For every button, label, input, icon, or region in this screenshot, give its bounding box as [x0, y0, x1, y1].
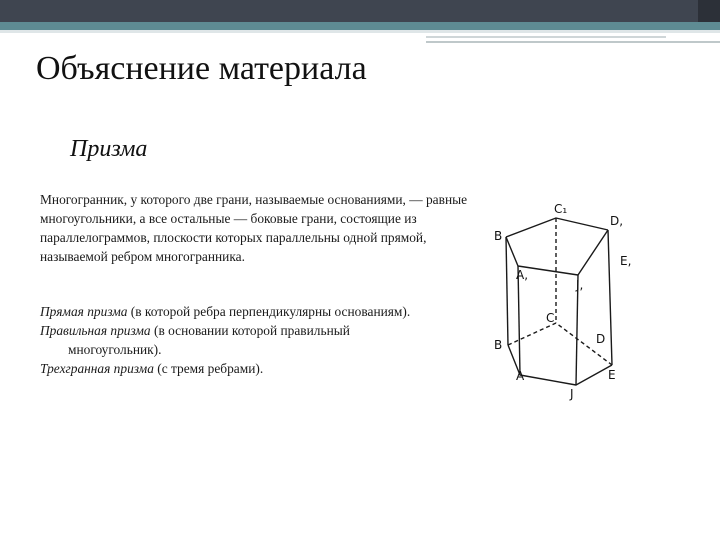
label-a1: A,	[516, 268, 529, 282]
top-bar	[0, 0, 720, 22]
header-rule-light	[0, 30, 720, 33]
type-term: Трехгранная призма	[40, 361, 154, 376]
type-item-right	[40, 302, 440, 321]
label-e1: E,	[620, 254, 632, 268]
type-desc: (в основании которой правильный многоугольник).	[68, 323, 350, 357]
top-bar-accent	[698, 0, 720, 22]
label-c: C	[546, 311, 555, 325]
type-desc: (в которой ребра перпендикулярны основаниям).	[127, 304, 411, 319]
slide-title: Объяснение материала	[36, 50, 367, 87]
type-term: Правильная призма	[40, 323, 151, 338]
label-j: J	[570, 387, 574, 401]
edge-b	[506, 237, 508, 345]
label-b1: B	[494, 229, 503, 243]
slide-subtitle: Призма	[70, 136, 148, 162]
edge-a	[518, 266, 520, 375]
label-j1: J,	[576, 278, 584, 292]
prism-types-list	[40, 302, 440, 378]
label-e: E	[608, 368, 616, 382]
label-c1: C₁	[554, 202, 568, 216]
label-d: D	[596, 332, 606, 346]
title-rule-1	[426, 36, 666, 38]
label-d1: D,	[610, 214, 624, 228]
header-rule	[0, 22, 720, 30]
type-term: Прямая призма	[40, 304, 128, 319]
definition-text: Многогранник, у которого две грани, называемые основаниями, — равные многоугольники, а все остальные — боковые грани, состоящие из параллелограммов, плоскости которых параллельны одной прямой, называемой ребром многогранника.	[40, 192, 468, 264]
edge-e	[608, 230, 612, 365]
type-item-regular	[40, 321, 440, 359]
label-a: A	[516, 369, 525, 383]
top-base-back	[506, 218, 608, 237]
label-b: B	[494, 338, 503, 352]
type-desc: (с тремя ребрами).	[153, 361, 264, 376]
title-rule-2	[426, 41, 720, 43]
prism-figure	[490, 195, 640, 405]
type-item-triangular	[40, 359, 440, 378]
